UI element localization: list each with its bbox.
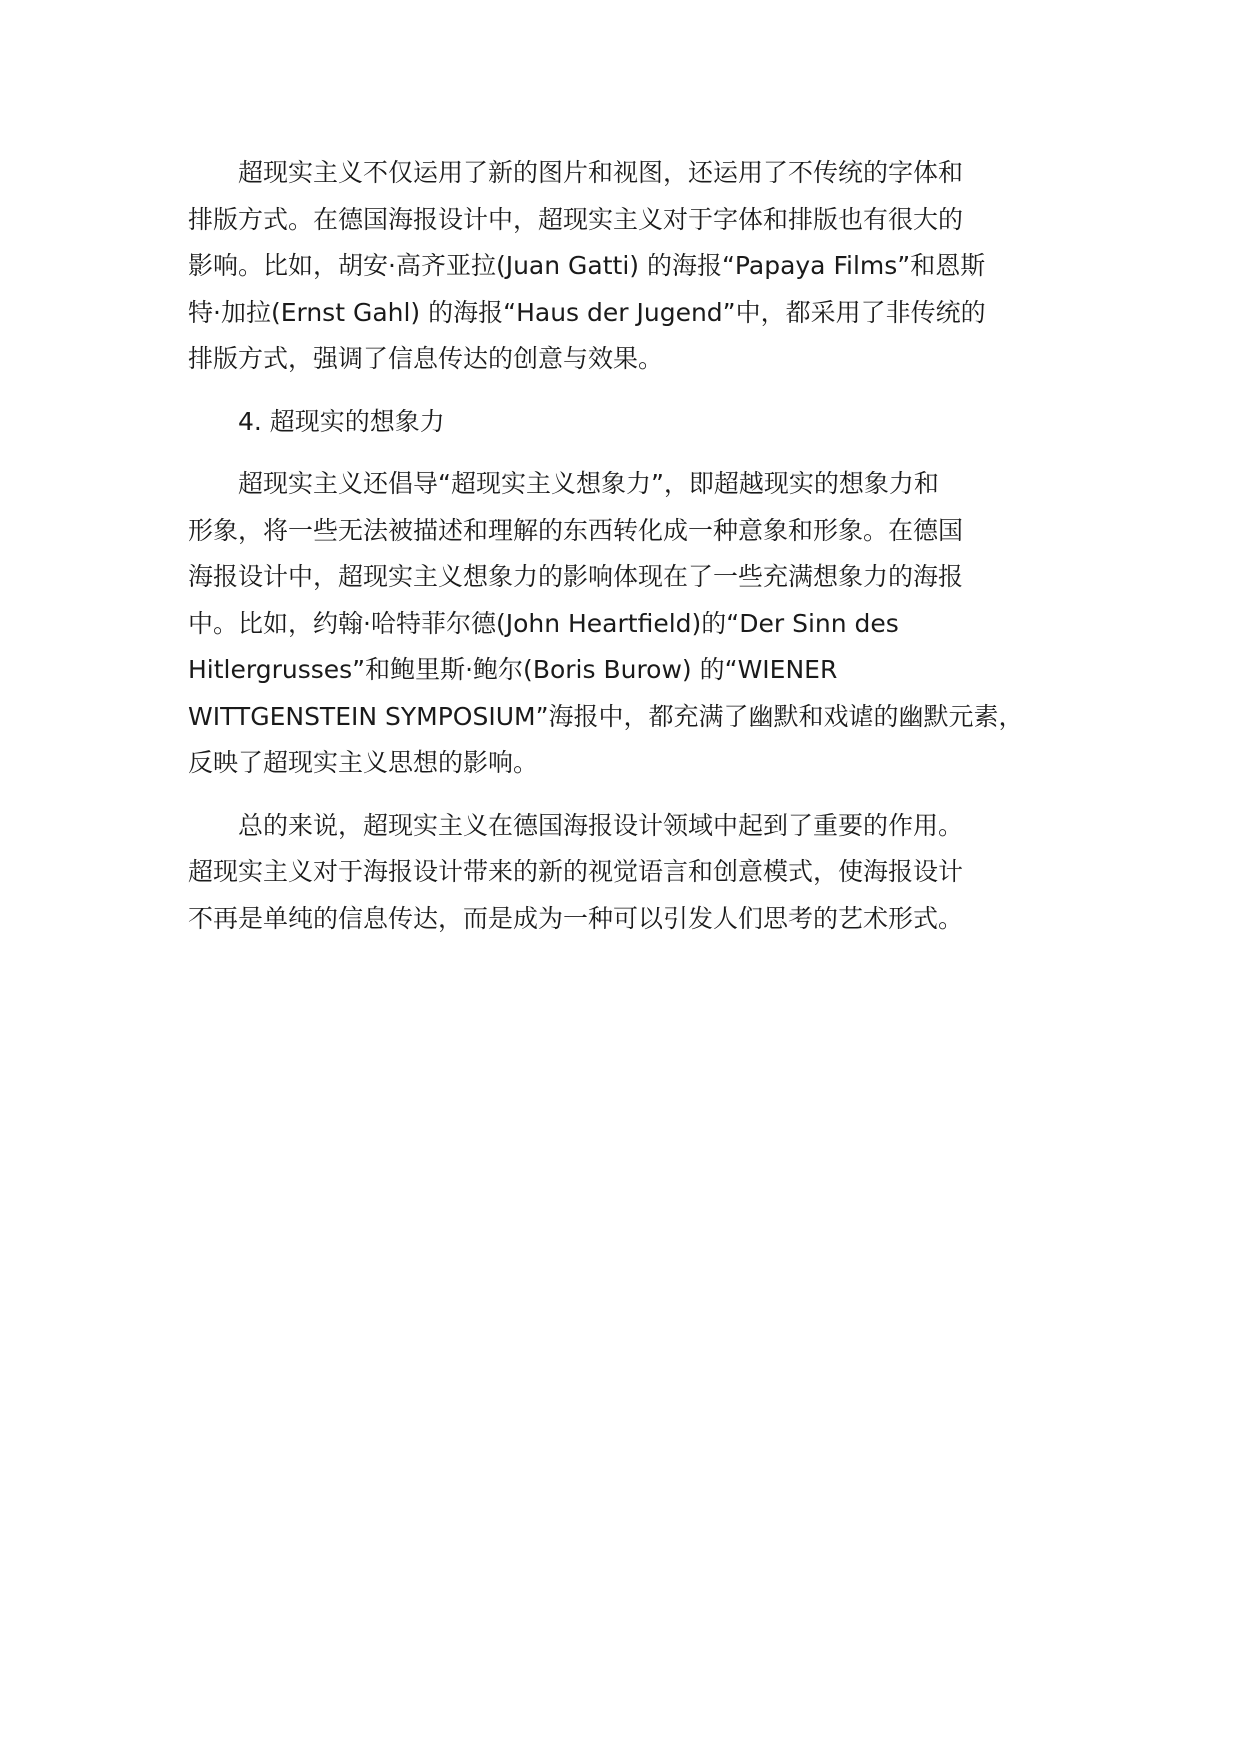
- paragraph-conclusion: 总的来说，超现实主义在德国海报设计领域中起到了重要的作用。 超现实主义对于海报设计带来的新的视觉语言和创意模式，使海报设计 不再是单纯的信息传达，而是成为一种可以引发人们思考的艺术形式。: [188, 810, 964, 933]
- section-heading-imagination: 4. 超现实的想象力: [188, 406, 445, 436]
- paragraph-typography: 超现实主义不仅运用了新的图片和视图，还运用了不传统的字体和 排版方式。在德国海报设计中，超现实主义对于字体和排版也有很大的 影响。比如，胡安·高齐亚拉(Juan Gatti) 的海报“Papaya Films”和恩斯 特·加拉(Ernst Gahl) 的海报“Haus der Jugend”中，都采用了非传统的 排版方式，强调了信息传达的创意与效果。: [188, 158, 986, 373]
- paragraph-imagination: 超现实主义还倡导“超现实主义想象力”，即超越现实的想象力和 形象，将一些无法被描述和理解的东西转化成一种意象和形象。在德国 海报设计中，超现实主义想象力的影响体现在了一些充满想象力的海报 中。比如，约翰·哈特菲尔德(John Heartfield)的“Der Sinn des Hitlergrusses”和鲍里斯·鲍尔(Boris Burow) 的“WIENER WITTGENSTEIN SYMPOSIUM”海报中，都充满了幽默和戏谑的幽默元素， 反映了超现实主义思想的影响。: [188, 469, 1024, 777]
- body-text: [188, 150, 1078, 942]
